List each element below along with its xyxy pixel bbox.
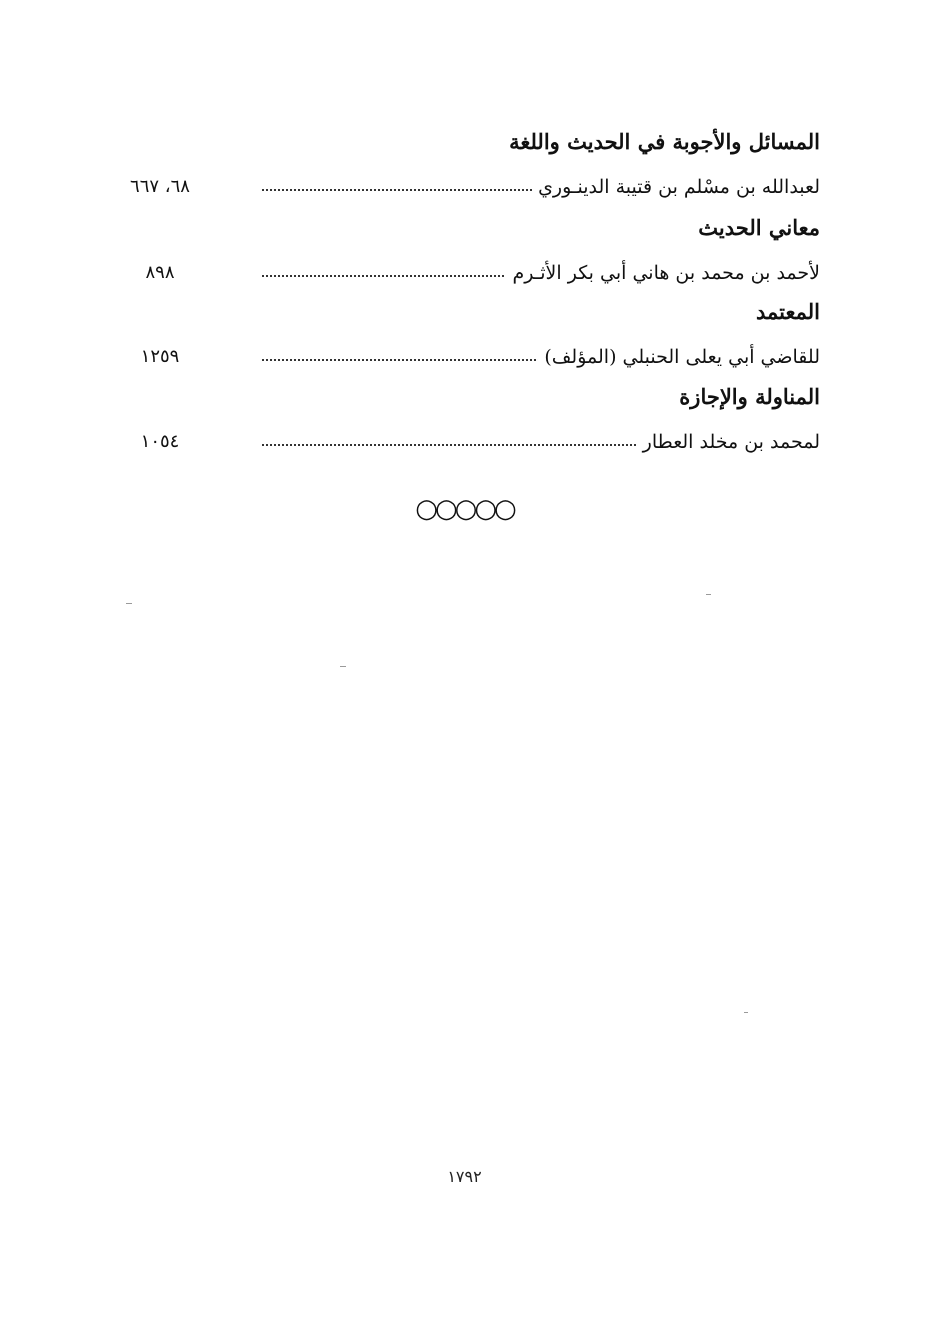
entry-row (120, 258, 820, 288)
entry-title: المناولة والإجازة (679, 384, 820, 409)
page-number: ١٧٩٢ (447, 1167, 482, 1186)
entry-row (120, 427, 820, 457)
scan-speck (706, 594, 711, 595)
entry-page-refs: ٨٩٨ (145, 262, 175, 283)
section-end-ornament: ○○○○○ (415, 494, 514, 524)
entry-author: لمحمد بن مخلد العطار (637, 427, 820, 457)
entry-title: معاني الحديث (698, 215, 820, 240)
entry-author: للقاضي أبي يعلى الحنبلي (المؤلف) (538, 342, 820, 372)
entry-row (120, 172, 820, 202)
entry-page-refs: ١٠٥٤ (140, 431, 180, 452)
entry-title: المعتمد (755, 299, 820, 324)
scan-speck (340, 666, 346, 667)
entry-title: المسائل والأجوبة في الحديث واللغة (509, 129, 820, 154)
entry-page-refs: ١٢٥٩ (140, 346, 180, 367)
entry-row (120, 342, 820, 372)
entry-page-refs: ٦٨، ٦٦٧ (130, 176, 190, 197)
entry-author: لأحمد بن محمد بن هاني أبي بكر الأثـرم (506, 258, 820, 288)
entry-author: لعبدالله بن مسْلم بن قتيبة الدينـوري (532, 172, 820, 202)
scan-speck (126, 603, 132, 604)
scan-speck (744, 1012, 748, 1013)
